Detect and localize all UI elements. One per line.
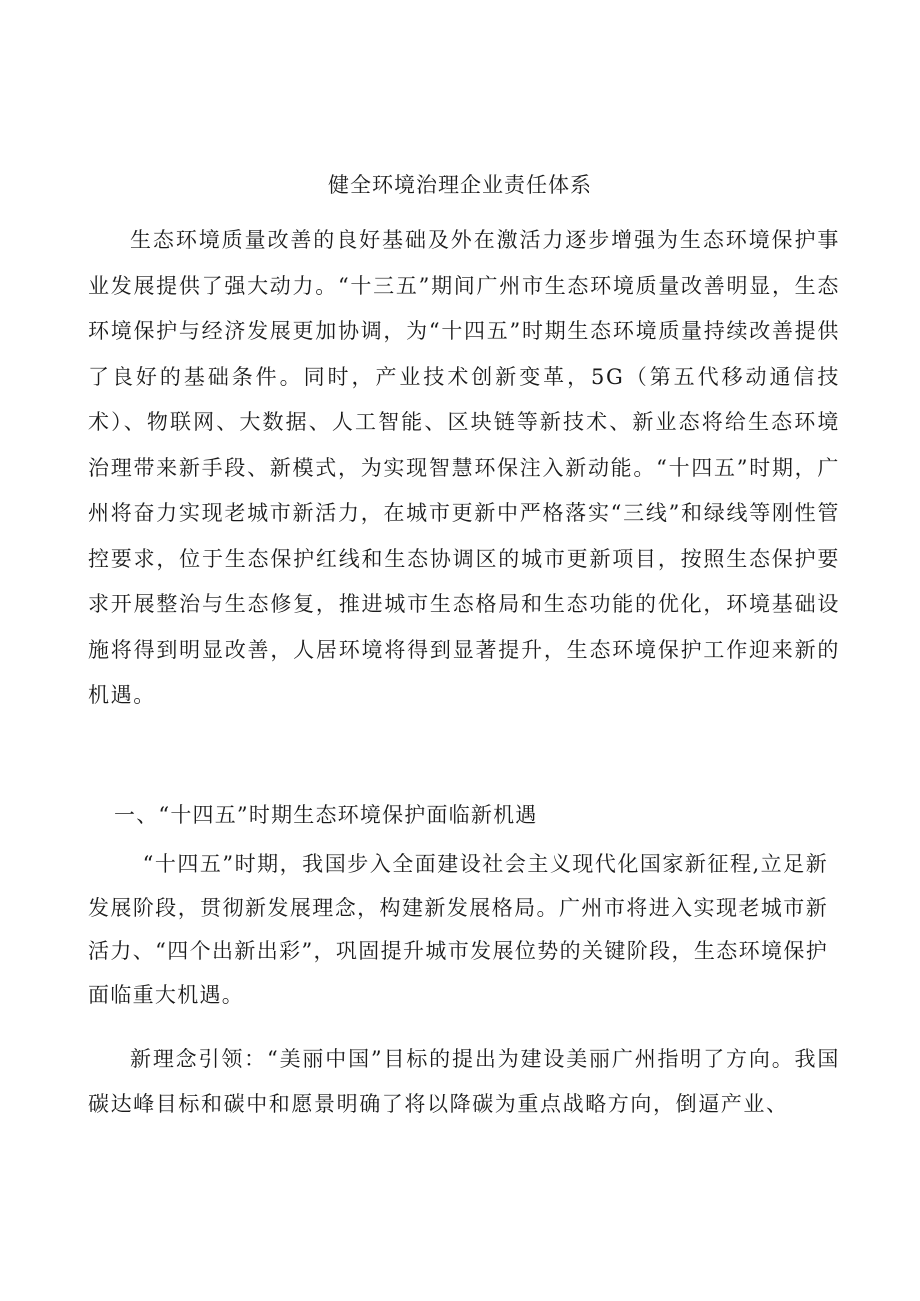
document-title: 健全环境治理企业责任体系 (328, 173, 592, 197)
body-paragraph-2: “十四五”时期，我国步入全面建设社会主义现代化国家新征程,立足新发展阶段，贯彻新发展理念，构建新发展格局。广州市将进入实现老城市新活力、“四个出新出彩”，巩固提升城市发展位势的关键阶段，生态环境保护面临重大机遇。 (88, 852, 828, 1007)
body-paragraph-1: 生态环境质量改善的良好基础及外在激活力逐步增强为生态环境保护事业发展提供了强大动力。“十三五”期间广州市生态环境质量改善明显，生态环境保护与经济发展更加协调，为“十四五”时期生态环境质量持续改善提供了良好的基础条件。同时，产业技术创新变革，5G（第五代移动通信技术）、物联网、大数据、人工智能、区块链等新技术、新业态将给生态环境治理带来新手段、新模式，为实现智慧环保注入新动能。“十四五”时期，广州将奋力实现老城市新活力，在城市更新中严格落实“三线”和绿线等刚性管控要求，位于生态保护红线和生态协调区的城市更新项目，按照生态保护要求开展整治与生态修复，推进城市生态格局和生态功能的优化，环境基础设施将得到明显改善，人居环境将得到显著提升，生态环境保护工作迎来新的机遇。 (88, 228, 840, 707)
section-heading: 一、“十四五”时期生态环境保护面临新机遇 (114, 803, 538, 827)
body-paragraph-3: 新理念引领：“美丽中国”目标的提出为建设美丽广州指明了方向。我国碳达峰目标和碳中和愿景明确了将以降碳为重点战略方向，倒逼产业、 (88, 1047, 840, 1116)
